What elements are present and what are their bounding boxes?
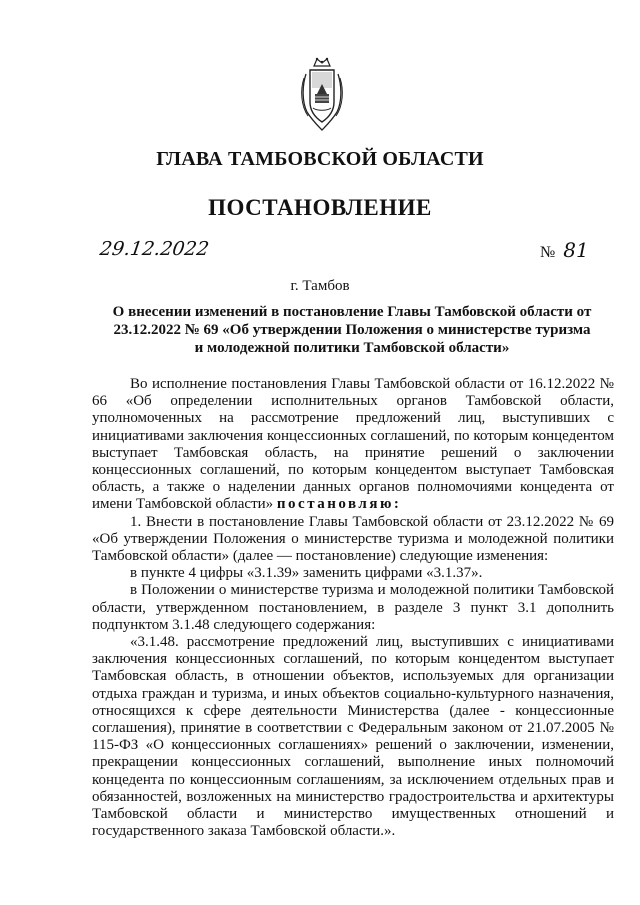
body-paragraph: в пункте 4 цифры «3.1.39» заменить цифрами «3.1.37».: [130, 565, 483, 582]
document-body: [92, 376, 614, 840]
subject-line: и молодежной политики Тамбовской области»: [194, 340, 510, 356]
document-date: 29.12.2022: [98, 238, 211, 260]
body-paragraph: [92, 376, 614, 514]
body-paragraph: «3.1.48. рассмотрение предложений лиц, выступивших с инициативами заключения концессионных соглашений, по которым концедентом выступает Тамбовская область, в отношении объектов, используемых для организации отдыха граждан и туризма, и иных объектов социально-культурного назначения, относящихся к сфере деятельности Министерства (далее - концессионные соглашения), принятие в соответствии с Федеральным законом от 21.07.2005 № 115-ФЗ «О концессионных соглашениях» решений о заключении, изменении, прекращении концессионных соглашений, выполнение иных полномочий концедента по концессионным соглашениям, за исключением отдельных прав и обязанностей, возложенных на министерство градостроительства и архитектуры Тамбовской области и министерство имущественных отношений и государственного заказа Тамбовской области.».: [92, 634, 614, 840]
body-paragraph: 1. Внести в постановление Главы Тамбовской области от 23.12.2022 № 69 «Об утверждении Положения о министерстве туризма и молодежной политики Тамбовской области» (далее — постановление) следующие изменения:: [92, 513, 614, 565]
number-value: 81: [563, 238, 589, 262]
document-number: [540, 238, 589, 262]
body-paragraph: в Положении о министерстве туризма и молодежной политики Тамбовской области, утвержденном постановлением, в разделе 3 пункт 3.1 дополнить подпунктом 3.1.48 следующего содержания:: [92, 582, 614, 633]
subject-line: 23.12.2022 № 69 «Об утверждении Положения о министерстве туризма: [113, 322, 591, 338]
subject-line: О внесении изменений в постановление Главы Тамбовской области от: [112, 304, 592, 320]
document-subject: [92, 303, 612, 357]
coat-of-arms-icon: [298, 56, 346, 132]
number-sign: №: [540, 244, 556, 261]
document-type-heading: ПОСТАНОВЛЕНИЕ: [208, 195, 432, 220]
preamble-text: Во исполнение постановления Главы Тамбовской области от 16.12.2022 № 66 «Об определении исполнительных органов Тамбовской области, уполномоченных на рассмотрение предложений лиц, выступивших с инициативами заключения концессионных соглашений, по которым концедентом выступает Тамбовская область, на принятие решений о заключении концессионных соглашений, по которым концедентом выступает Тамбовская область, а также о наделении данных органов полномочиями концедента от имени Тамбовской области»: [92, 376, 614, 513]
resolution-keyword: постановляю:: [276, 496, 402, 513]
city-line: г. Тамбов: [290, 278, 350, 294]
org-title: ГЛАВА ТАМБОВСКОЙ ОБЛАСТИ: [156, 148, 484, 170]
